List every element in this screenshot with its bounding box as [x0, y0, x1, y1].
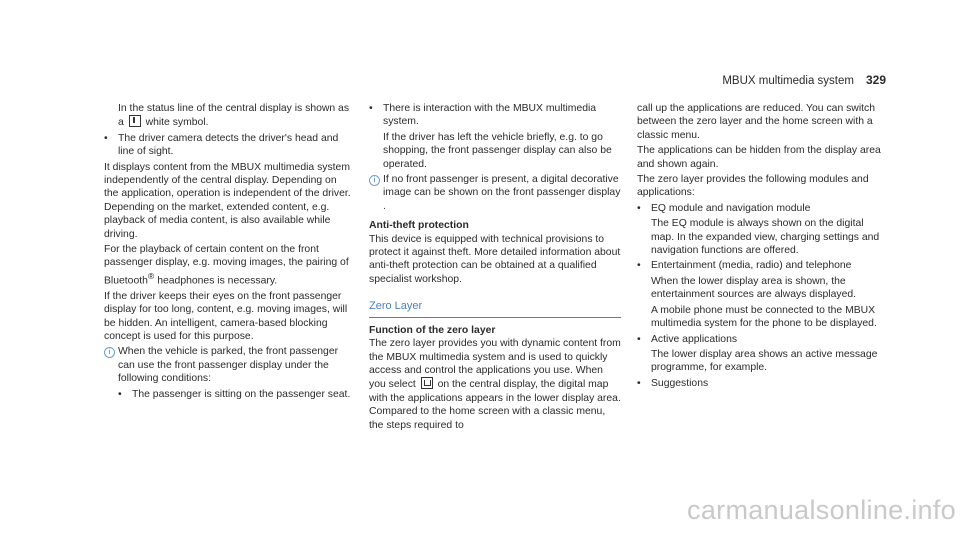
list-item: • Active applications — [637, 333, 738, 345]
paragraph: If the driver has left the vehicle briefly, e.g. to go shopping, the front passenger display can also be operated. — [383, 131, 612, 170]
list-item: • Suggestions — [637, 377, 709, 389]
info-icon: i — [369, 175, 380, 186]
paragraph: The EQ module is always shown on the digital map. In the expanded view, charging settings and navigation functions are offered. — [651, 218, 880, 257]
bullet-icon: • — [369, 103, 373, 114]
header-title: MBUX multimedia system — [722, 75, 854, 87]
paragraph: For the playback of certain content on the front passenger display, e.g. moving images, the pairing of Bluetooth® headphones is necessary. — [104, 244, 349, 287]
note: i If no front passenger is present, a digital decorative image can be shown on the front passenger display . — [369, 173, 621, 213]
bullet-icon: • — [637, 202, 641, 214]
paragraph: The lower display area shows an active message programme, for example. — [651, 348, 878, 374]
column-2 — [369, 102, 621, 434]
bullet-icon: • — [637, 333, 641, 345]
music-symbol-icon — [129, 115, 141, 127]
function-heading: Function of the zero layer — [369, 324, 496, 336]
paragraph: If the driver keeps their eyes on the front passenger display for too long, content, e.g. moving images, will be hidden. An intelligent, camera-based blocking concept is used for this purpose. — [104, 290, 348, 342]
list-item: • The passenger is sitting on the passenger seat. — [118, 388, 351, 400]
list-item: • EQ module and navigation module — [637, 202, 811, 214]
paragraph: In the status line of the central display is shown as a white symbol. — [118, 103, 350, 129]
bullet-icon: • — [104, 132, 108, 144]
list-item: • There is interaction with the MBUX multimedia system. — [369, 103, 597, 128]
bullet-icon: • — [637, 260, 641, 272]
paragraph: When the lower display area is shown, the entertainment sources are always displayed. — [651, 275, 857, 301]
section-title: Zero Layer — [369, 300, 621, 317]
list-item: • The driver camera detects the driver's head and line of sight. — [104, 132, 339, 158]
bullet-icon: • — [118, 388, 122, 400]
note: i When the vehicle is parked, the front passenger can use the front passenger display under the following conditions: — [104, 345, 352, 385]
home-icon — [421, 377, 433, 389]
page-number: 329 — [865, 73, 886, 87]
list-item: • Entertainment (media, radio) and telephone — [637, 260, 852, 272]
paragraph: The zero layer provides the following modules and applications: — [637, 174, 869, 199]
paragraph: This device is equipped with technical provisions to protect it against theft. More detailed information about anti-theft protection can be obtained at a qualified specialist workshop. — [369, 233, 621, 285]
column-1 — [104, 102, 352, 403]
column-3 — [637, 102, 887, 392]
info-icon: i — [104, 347, 115, 358]
watermark: carmanualsonline.info — [687, 495, 956, 525]
anti-theft-heading: Anti-theft protection — [369, 220, 469, 232]
paragraph: The applications can be hidden from the display area and shown again. — [637, 145, 881, 170]
paragraph: The zero layer provides you with dynamic content from the MBUX multimedia system and is used to quickly access and control the applications you use. When you select on the central display, the digital map with the applications appears in the lower display area. Compared to the home screen with a classic menu, the steps required to — [369, 338, 621, 431]
paragraph: A mobile phone must be connected to the MBUX multimedia system for the phone to be displayed. — [651, 304, 877, 330]
paragraph: It displays content from the MBUX multimedia system independently of the central display. Depending on the application, operation is independent of the driver. Depending on the market, extended content, e.g. playback of media content, is also available while driving. — [104, 161, 351, 240]
page-header — [722, 73, 886, 87]
bullet-icon: • — [637, 377, 641, 389]
paragraph: call up the applications are reduced. You can switch between the zero layer and the home screen with a classic menu. — [637, 103, 875, 141]
